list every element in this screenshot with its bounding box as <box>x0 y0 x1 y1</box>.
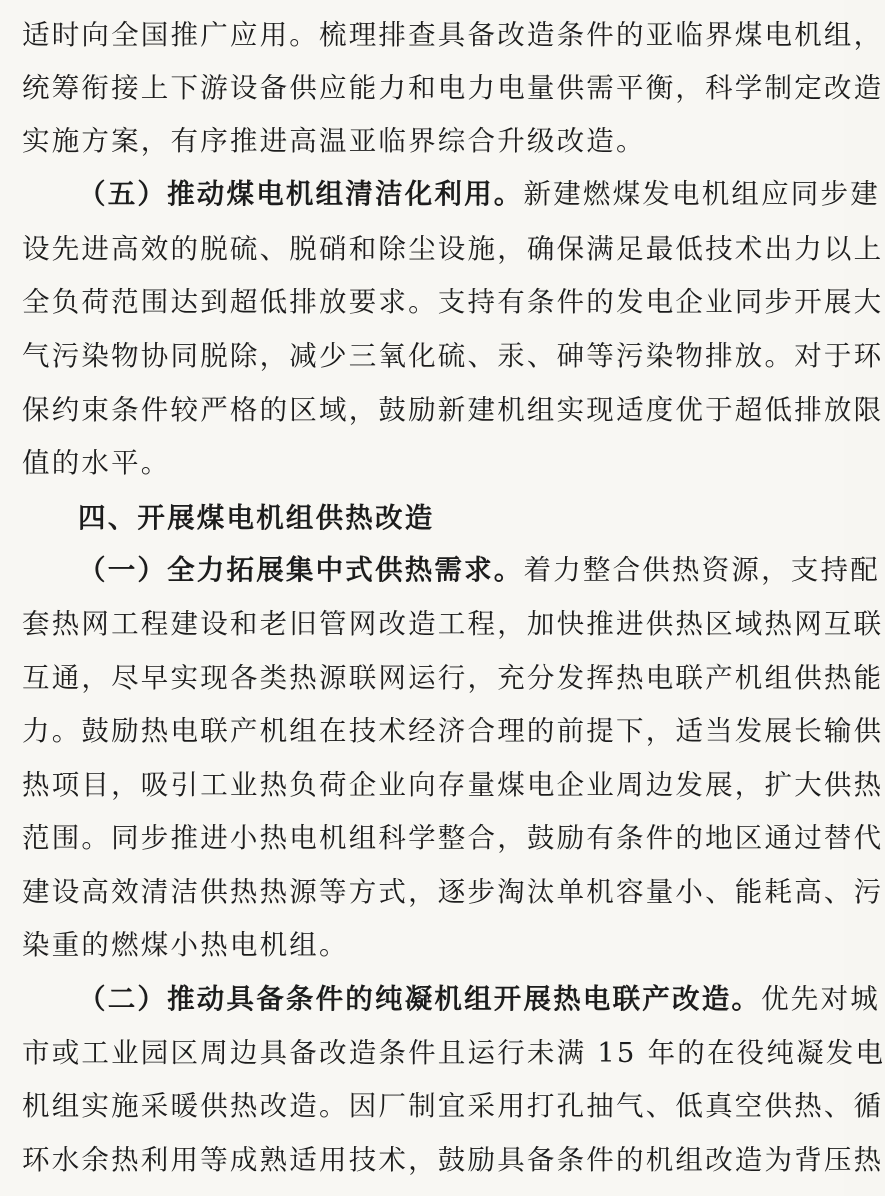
text-line: 气污染物协同脱除，减少三氧化硫、汞、砷等污染物排放。对于环 <box>22 340 884 372</box>
paragraph-first-line <box>78 554 880 586</box>
text-line: 保约束条件较严格的区域，鼓励新建机组实现适度优于超低排放限 <box>22 394 884 426</box>
paragraph-text: 新建燃煤发电机组应同步建 <box>523 178 880 210</box>
text-line: 环水余热利用等成熟适用技术，鼓励具备条件的机组改造为背压热 <box>22 1144 884 1176</box>
paragraph-text: 优先对城 <box>761 983 880 1015</box>
text-line: 染重的燃煤小热电机组。 <box>22 929 349 961</box>
text-line: 市或工业园区周边具备改造条件且运行未满 15 年的在役纯凝发电 <box>22 1037 885 1069</box>
text-line: 范围。同步推进小热电机组科学整合，鼓励有条件的地区通过替代 <box>22 822 884 854</box>
text-line: 套热网工程建设和老旧管网改造工程，加快推进供热区域热网互联 <box>22 608 884 640</box>
text-line: 热项目，吸引工业热负荷企业向存量煤电企业周边发展，扩大供热 <box>22 769 884 801</box>
text-line: 机组实施采暖供热改造。因厂制宜采用打孔抽气、低真空供热、循 <box>22 1090 884 1122</box>
text-line: 适时向全国推广应用。梳理排查具备改造条件的亚临界煤电机组， <box>22 19 884 51</box>
text-line: 力。鼓励热电联产机组在技术经济合理的前提下，适当发展长输供 <box>22 715 884 747</box>
text-line: 全负荷范围达到超低排放要求。支持有条件的发电企业同步开展大 <box>22 286 884 318</box>
text-line: 互通，尽早实现各类热源联网运行，充分发挥热电联产机组供热能 <box>22 662 884 694</box>
paragraph-first-line <box>78 983 880 1015</box>
paragraph-heading: （二）推动具备条件的纯凝机组开展热电联产改造。 <box>78 983 762 1015</box>
text-line: 统筹衔接上下游设备供应能力和电力电量供需平衡，科学制定改造 <box>22 72 884 104</box>
section-title: 四、开展煤电机组供热改造 <box>78 502 435 534</box>
paragraph-heading: （一）全力拓展集中式供热需求。 <box>78 554 524 586</box>
text-line: 实施方案，有序推进高温亚临界综合升级改造。 <box>22 125 646 157</box>
paragraph-text: 着力整合供热资源，支持配 <box>523 554 880 586</box>
text-line: 建设高效清洁供热热源等方式，逐步淘汰单机容量小、能耗高、污 <box>22 876 884 908</box>
text-line: 值的水平。 <box>22 447 171 479</box>
text-line: 设先进高效的脱硫、脱硝和除尘设施，确保满足最低技术出力以上 <box>22 233 884 265</box>
paragraph-heading: （五）推动煤电机组清洁化利用。 <box>78 178 524 210</box>
paragraph-first-line <box>78 178 880 210</box>
